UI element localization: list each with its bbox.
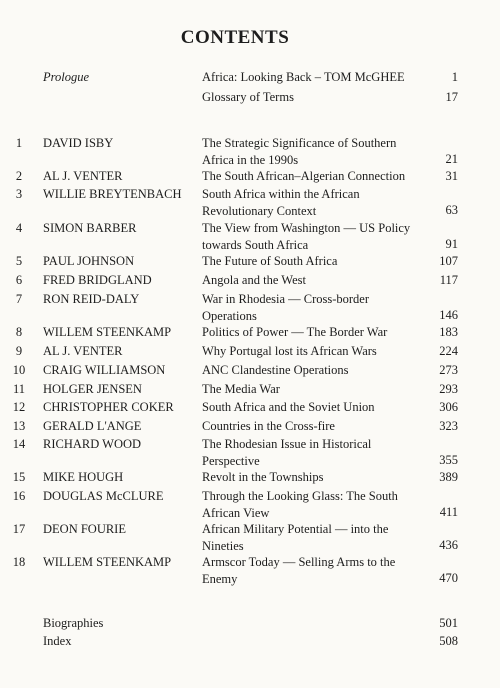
chapter-page: 224	[439, 344, 458, 358]
chapter-page: 389	[439, 470, 458, 484]
chapter-number: 9	[15, 344, 23, 358]
chapter-title: Revolt in the Townships	[202, 470, 324, 484]
chapter-page: 117	[439, 273, 458, 287]
chapter-number: 3	[15, 187, 23, 201]
chapter-author: AL J. VENTER	[43, 169, 123, 183]
chapter-number: 14	[12, 437, 26, 451]
chapter-author: RICHARD WOOD	[43, 437, 142, 451]
chapter-number: 8	[15, 325, 23, 339]
chapter-author: WILLEM STEENKAMP	[43, 555, 172, 569]
chapter-page: 91	[445, 237, 458, 251]
chapter-number: 15	[12, 470, 26, 484]
chapter-title: The Future of South Africa	[202, 254, 338, 268]
chapter-title: The Rhodesian Issue in Historical Perspective	[202, 437, 372, 468]
chapter-number: 10	[12, 363, 26, 377]
chapter-page: 21	[445, 152, 458, 166]
chapter-title: Why Portugal lost its African Wars	[202, 344, 377, 358]
back-matter-page: 508	[439, 634, 458, 648]
chapter-page: 31	[445, 169, 458, 183]
chapter-page: 293	[439, 382, 458, 396]
chapter-number: 17	[12, 522, 26, 536]
chapter-title: Politics of Power — The Border War	[202, 325, 388, 339]
chapter-page: 107	[439, 254, 458, 268]
chapter-title: ANC Clandestine Operations	[202, 363, 349, 377]
chapter-title: The Media War	[202, 382, 280, 396]
chapter-page: 146	[439, 308, 458, 322]
chapter-page: 306	[439, 400, 458, 414]
chapter-author: DAVID ISBY	[43, 136, 114, 150]
chapter-author: CHRISTOPHER COKER	[43, 400, 174, 414]
chapter-title: Countries in the Cross-fire	[202, 419, 335, 433]
toc-entry-page: 1	[451, 70, 458, 84]
chapter-page: 355	[439, 453, 458, 467]
chapter-number: 13	[12, 419, 26, 433]
chapter-page: 436	[439, 538, 458, 552]
chapter-author: GERALD L'ANGE	[43, 419, 142, 433]
chapter-title: The View from Washington — US Policy towards South Africa	[202, 221, 411, 252]
chapter-author: AL J. VENTER	[43, 344, 123, 358]
prologue-label: Prologue	[43, 70, 90, 84]
chapter-number: 1	[15, 136, 23, 150]
chapter-number: 2	[15, 169, 23, 183]
chapter-title: South Africa and the Soviet Union	[202, 400, 375, 414]
chapter-author: WILLEM STEENKAMP	[43, 325, 172, 339]
chapter-number: 11	[12, 382, 26, 396]
chapter-title: Armscor Today — Selling Arms to the Enemy	[202, 555, 396, 586]
chapter-title: The Strategic Significance of Southern Africa in the 1990s	[202, 136, 397, 167]
toc-entry-page: 17	[445, 90, 458, 104]
chapter-author: MIKE HOUGH	[43, 470, 124, 484]
chapter-page: 183	[439, 325, 458, 339]
back-matter-page: 501	[439, 616, 458, 630]
chapter-title: The South African–Algerian Connection	[202, 169, 406, 183]
chapter-title: South Africa within the African Revolutionary Context	[202, 187, 360, 218]
toc-entry-title: Africa: Looking Back – TOM McGHEE	[202, 70, 405, 84]
chapter-number: 12	[12, 400, 26, 414]
chapter-author: DOUGLAS McCLURE	[43, 489, 164, 503]
chapter-number: 4	[15, 221, 23, 235]
chapter-page: 411	[439, 505, 458, 519]
chapter-number: 16	[12, 489, 26, 503]
chapter-number: 18	[12, 555, 26, 569]
toc-entry-title: Glossary of Terms	[202, 90, 294, 104]
chapter-number: 7	[15, 292, 23, 306]
chapter-author: RON REID-DALY	[43, 292, 140, 306]
chapter-page: 323	[439, 419, 458, 433]
chapter-author: PAUL JOHNSON	[43, 254, 135, 268]
chapter-author: FRED BRIDGLAND	[43, 273, 152, 287]
page-title: CONTENTS	[180, 27, 290, 48]
chapter-title: Through the Looking Glass: The South African View	[202, 489, 398, 520]
back-matter-title: Index	[43, 634, 72, 648]
back-matter-title: Biographies	[43, 616, 104, 630]
chapter-page: 470	[439, 571, 458, 585]
chapter-page: 63	[445, 203, 458, 217]
chapter-title: African Military Potential — into the Nineties	[202, 522, 389, 553]
chapter-author: SIMON BARBER	[43, 221, 137, 235]
chapter-title: War in Rhodesia — Cross-border Operations	[202, 292, 370, 323]
chapter-title: Angola and the West	[202, 273, 306, 287]
chapter-number: 6	[15, 273, 23, 287]
chapter-author: DEON FOURIE	[43, 522, 126, 536]
chapter-page: 273	[439, 363, 458, 377]
chapter-author: CRAIG WILLIAMSON	[43, 363, 166, 377]
chapter-author: WILLIE BREYTENBACH	[43, 187, 182, 201]
chapter-number: 5	[15, 254, 23, 268]
chapter-author: HOLGER JENSEN	[43, 382, 142, 396]
